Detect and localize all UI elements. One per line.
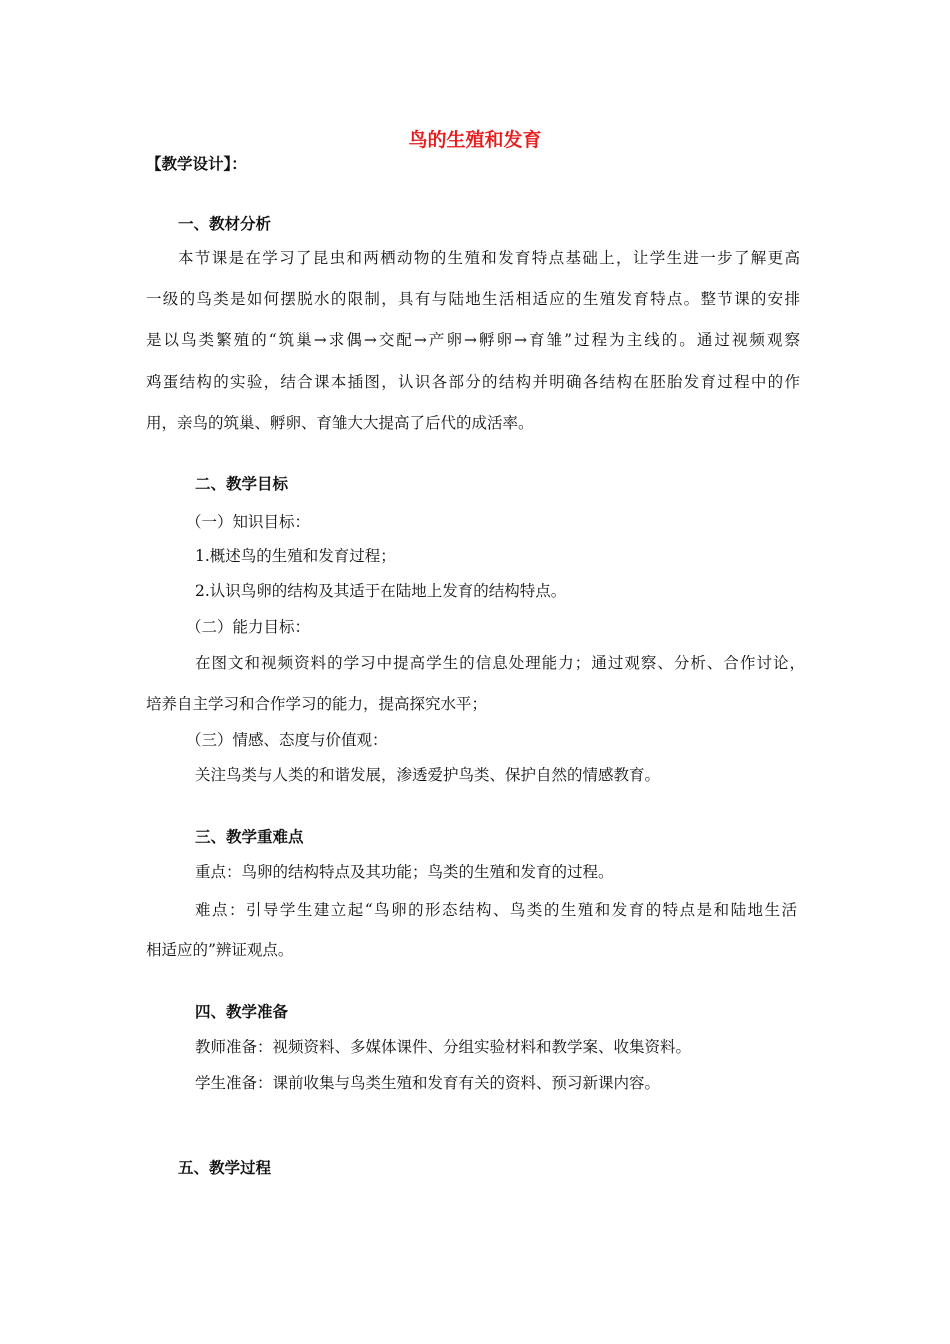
emotion-objective-label: （三）情感、态度与价值观： [186, 731, 388, 749]
paragraph-line: 在图文和视频资料的学习中提高学生的信息处理能力；通过观察、分析、合作讨论， [195, 654, 805, 672]
section-heading-objectives: 二、教学目标 [195, 475, 289, 493]
paragraph-line: 是以鸟类繁殖的“筑巢→求偶→交配→产卵→孵卵→育雏”过程为主线的。通过视频观察 [146, 331, 800, 349]
difficult-point-line: 难点：引导学生建立起“鸟卵的形态结构、鸟类的生殖和发育的特点是和陆地生活 [195, 901, 797, 919]
ability-objective-label: （二）能力目标： [186, 618, 311, 636]
page-title: 鸟的生殖和发育 [408, 129, 542, 151]
paragraph-line: 本节课是在学习了昆虫和两栖动物的生殖和发育特点基础上，让学生进一步了解更高 [178, 249, 800, 267]
knowledge-objective-2: 2.认识鸟卵的结构及其适于在陆地上发育的结构特点。 [195, 582, 567, 600]
section-heading-materials: 一、教材分析 [178, 215, 272, 233]
teaching-design-label: 【教学设计】： [146, 155, 247, 173]
difficult-point-line: 相适应的”辨证观点。 [146, 941, 294, 959]
key-point-text: 重点：鸟卵的结构特点及其功能；鸟类的生殖和发育的过程。 [195, 863, 614, 881]
paragraph-line: 鸡蛋结构的实验，结合课本插图，认识各部分的结构并明确各结构在胚胎发育过程中的作 [146, 373, 800, 391]
paragraph-line: 一级的鸟类是如何摆脱水的限制，具有与陆地生活相适应的生殖发育特点。整节课的安排 [146, 290, 800, 308]
knowledge-objective-1: 1.概述鸟的生殖和发育过程； [195, 547, 396, 565]
emotion-objective-text: 关注鸟类与人类的和谐发展，渗透爱护鸟类、保护自然的情感教育。 [195, 766, 661, 784]
paragraph-line: 用，亲鸟的筑巢、孵卵、育雏大大提高了后代的成活率。 [146, 414, 534, 432]
section-heading-key-points: 三、教学重难点 [195, 828, 304, 846]
teacher-preparation: 教师准备：视频资料、多媒体课件、分组实验材料和教学案、收集资料。 [195, 1038, 692, 1056]
section-heading-process: 五、教学过程 [178, 1159, 272, 1177]
knowledge-objective-label: （一）知识目标： [186, 513, 311, 531]
student-preparation: 学生准备：课前收集与鸟类生殖和发育有关的资料、预习新课内容。 [195, 1074, 661, 1092]
paragraph-line: 培养自主学习和合作学习的能力，提高探究水平； [146, 695, 488, 713]
section-heading-preparation: 四、教学准备 [195, 1003, 289, 1021]
